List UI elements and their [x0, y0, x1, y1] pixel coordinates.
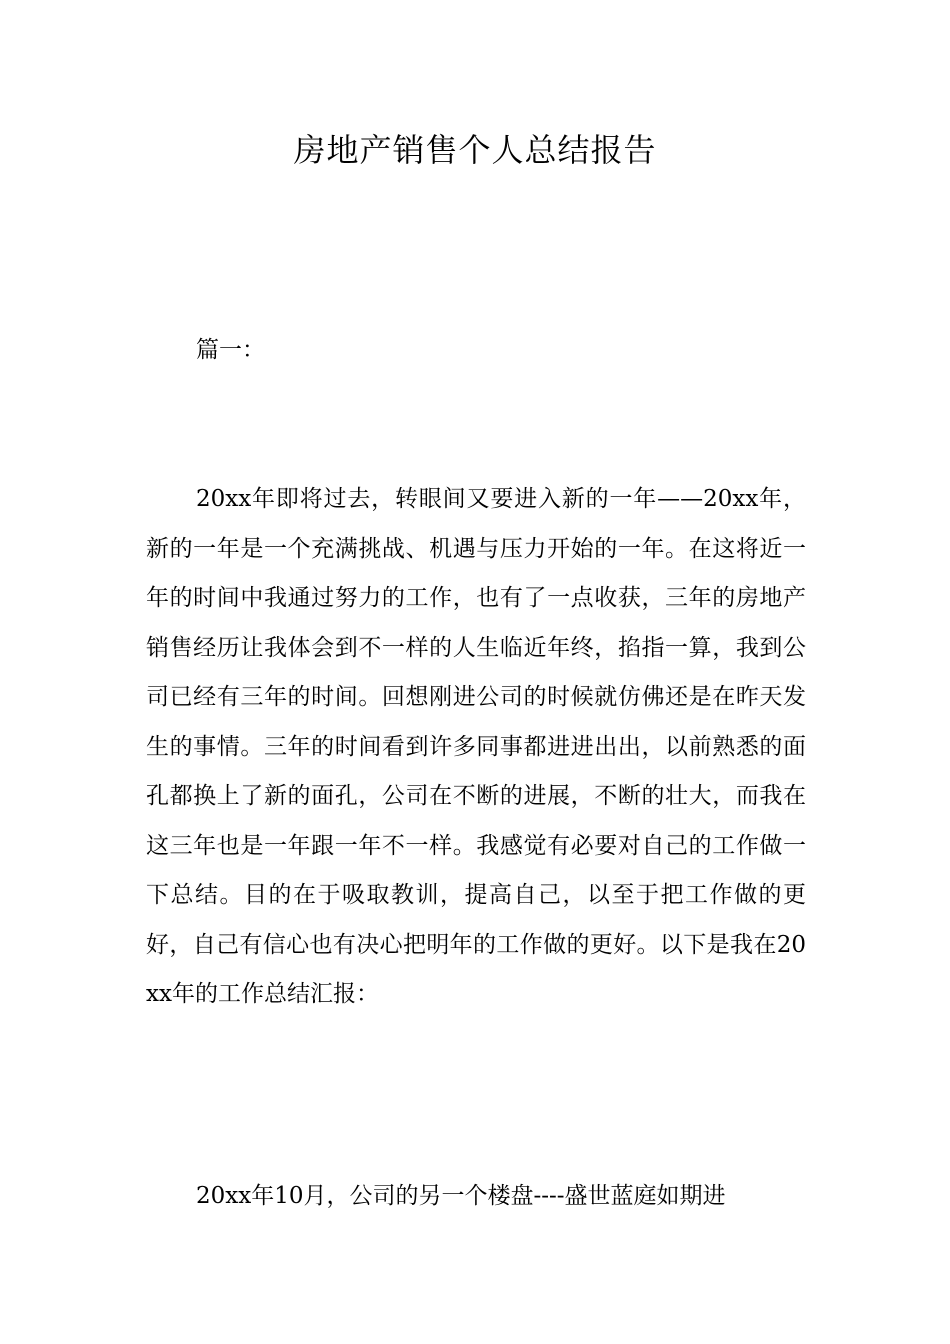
- body-paragraph-1: 20xx年即将过去，转眼间又要进入新的一年——20xx年，新的一年是一个充满挑战、机遇与压力开始的一年。在这将近一年的时间中我通过努力的工作，也有了一点收获，三年的房地产销售经历让我体会到不一样的人生临近年终，掐指一算，我到公司已经有三年的时间。回想刚进公司的时候就仿佛还是在昨天发生的事情。三年的时间看到许多同事都进进出出，以前熟悉的面孔都换上了新的面孔，公司在不断的进展，不断的壮大，而我在这三年也是一年跟一年不一样。我感觉有必要对自己的工作做一下总结。目的在于吸取教训，提高自己，以至于把工作做的更好，自己有信心也有决心把明年的工作做的更好。以下是我在20xx年的工作总结汇报：: [146, 486, 806, 1007]
- body-paragraph-2: 20xx年10月，公司的另一个楼盘----盛世蓝庭如期进: [196, 1183, 726, 1209]
- section-label: 篇一：: [196, 337, 265, 363]
- document-title: 房地产销售个人总结报告: [293, 131, 657, 169]
